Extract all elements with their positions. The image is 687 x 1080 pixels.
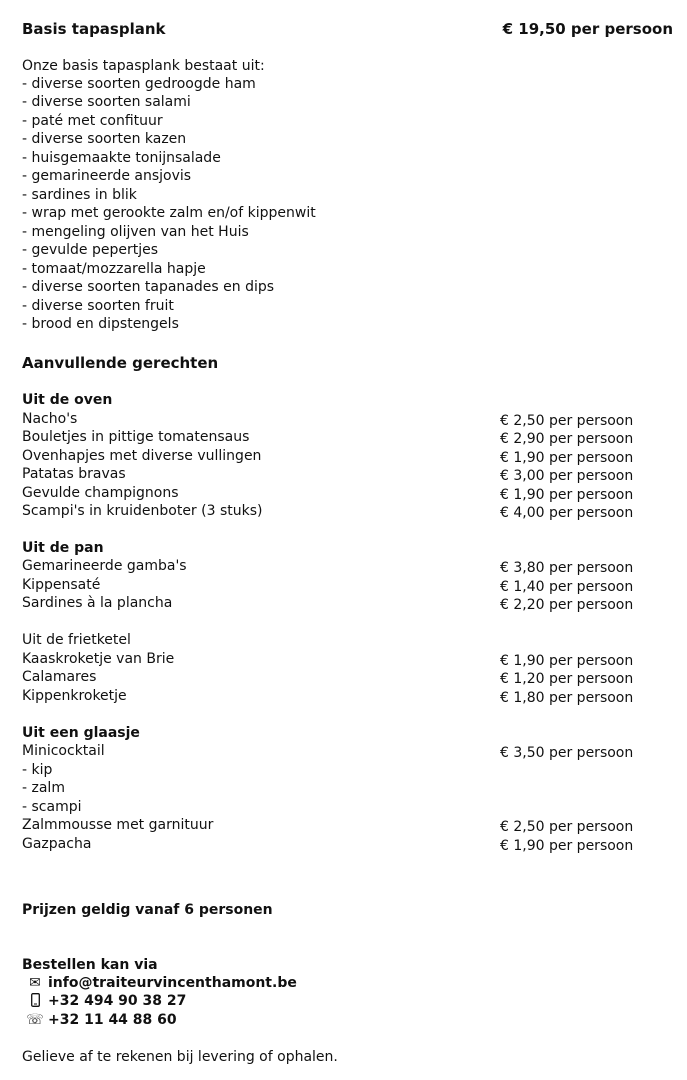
mobile-number[interactable]: +32 494 90 38 27 (48, 993, 187, 1009)
dish-subitem: - zalm (22, 780, 65, 796)
basis-item: - diverse soorten tapanades en dips (22, 279, 275, 295)
section-title-frietketel: Uit de frietketel (22, 632, 131, 648)
order-mobile-line (26, 992, 186, 1010)
aanvullend-title: Aanvullende gerechten (22, 354, 219, 372)
dish-name: Kippensaté (22, 577, 101, 593)
basis-item: - diverse soorten salami (22, 94, 191, 110)
basis-item: - huisgemaakte tonijnsalade (22, 150, 221, 166)
dish-price: € 1,20 per persoon (500, 671, 634, 687)
order-email-line (26, 974, 297, 992)
dish-name: Minicocktail (22, 743, 105, 759)
section-title-oven: Uit de oven (22, 392, 113, 408)
dish-subitem: - scampi (22, 799, 82, 815)
dish-price: € 1,40 per persoon (500, 579, 634, 595)
dish-name: Kippenkroketje (22, 688, 127, 704)
basis-item: - gevulde pepertjes (22, 242, 159, 258)
basis-item: - mengeling olijven van het Huis (22, 224, 249, 240)
dish-name: Nacho's (22, 411, 78, 427)
dish-price: € 1,90 per persoon (500, 450, 634, 466)
dish-price: € 1,90 per persoon (500, 653, 634, 669)
dish-price: € 3,80 per persoon (500, 560, 634, 576)
mobile-phone-icon (26, 992, 44, 1010)
dish-name: Gevulde champignons (22, 485, 179, 501)
dish-name: Sardines à la plancha (22, 595, 173, 611)
price-validity-note: Prijzen geldig vanaf 6 personen (22, 902, 273, 918)
dish-name: Patatas bravas (22, 466, 126, 482)
basis-item: - tomaat/mozzarella hapje (22, 261, 206, 277)
phone-number[interactable]: +32 11 44 88 60 (48, 1012, 177, 1028)
dish-name: Kaaskroketje van Brie (22, 651, 175, 667)
dish-name: Ovenhapjes met diverse vullingen (22, 448, 262, 464)
order-title: Bestellen kan via (22, 957, 158, 973)
telephone-icon: ☏ (26, 1012, 44, 1028)
dish-name: Calamares (22, 669, 97, 685)
dish-name: Gemarineerde gamba's (22, 558, 187, 574)
basis-item: - diverse soorten gedroogde ham (22, 76, 256, 92)
basis-item: - diverse soorten fruit (22, 298, 174, 314)
dish-subitem: - kip (22, 762, 53, 778)
basis-item: - wrap met gerookte zalm en/of kippenwit (22, 205, 316, 221)
basis-intro: Onze basis tapasplank bestaat uit: (22, 58, 265, 74)
dish-price: € 3,50 per persoon (500, 745, 634, 761)
dish-price: € 4,00 per persoon (500, 505, 634, 521)
basis-price: € 19,50 per persoon (502, 20, 673, 38)
dish-price: € 2,20 per persoon (500, 597, 634, 613)
payment-note: Gelieve af te rekenen bij levering of ophalen. (22, 1049, 338, 1065)
dish-name: Scampi's in kruidenboter (3 stuks) (22, 503, 263, 519)
basis-item: - gemarineerde ansjovis (22, 168, 192, 184)
dish-price: € 3,00 per persoon (500, 468, 634, 484)
dish-price: € 1,80 per persoon (500, 690, 634, 706)
basis-item: - brood en dipstengels (22, 316, 179, 332)
dish-price: € 2,50 per persoon (500, 819, 634, 835)
basis-item: - paté met confituur (22, 113, 163, 129)
dish-price: € 1,90 per persoon (500, 838, 634, 854)
section-title-pan: Uit de pan (22, 540, 104, 556)
email-link[interactable]: info@traiteurvincenthamont.be (48, 975, 297, 991)
envelope-icon: ✉ (29, 975, 41, 991)
basis-title: Basis tapasplank (22, 20, 166, 38)
basis-item: - diverse soorten kazen (22, 131, 187, 147)
dish-price: € 2,50 per persoon (500, 413, 634, 429)
dish-price: € 1,90 per persoon (500, 487, 634, 503)
order-phone-line (26, 1011, 177, 1029)
dish-name: Gazpacha (22, 836, 92, 852)
section-title-glaasje: Uit een glaasje (22, 725, 140, 741)
dish-price: € 2,90 per persoon (500, 431, 634, 447)
dish-name: Bouletjes in pittige tomatensaus (22, 429, 250, 445)
dish-name: Zalmmousse met garnituur (22, 817, 214, 833)
basis-item: - sardines in blik (22, 187, 137, 203)
